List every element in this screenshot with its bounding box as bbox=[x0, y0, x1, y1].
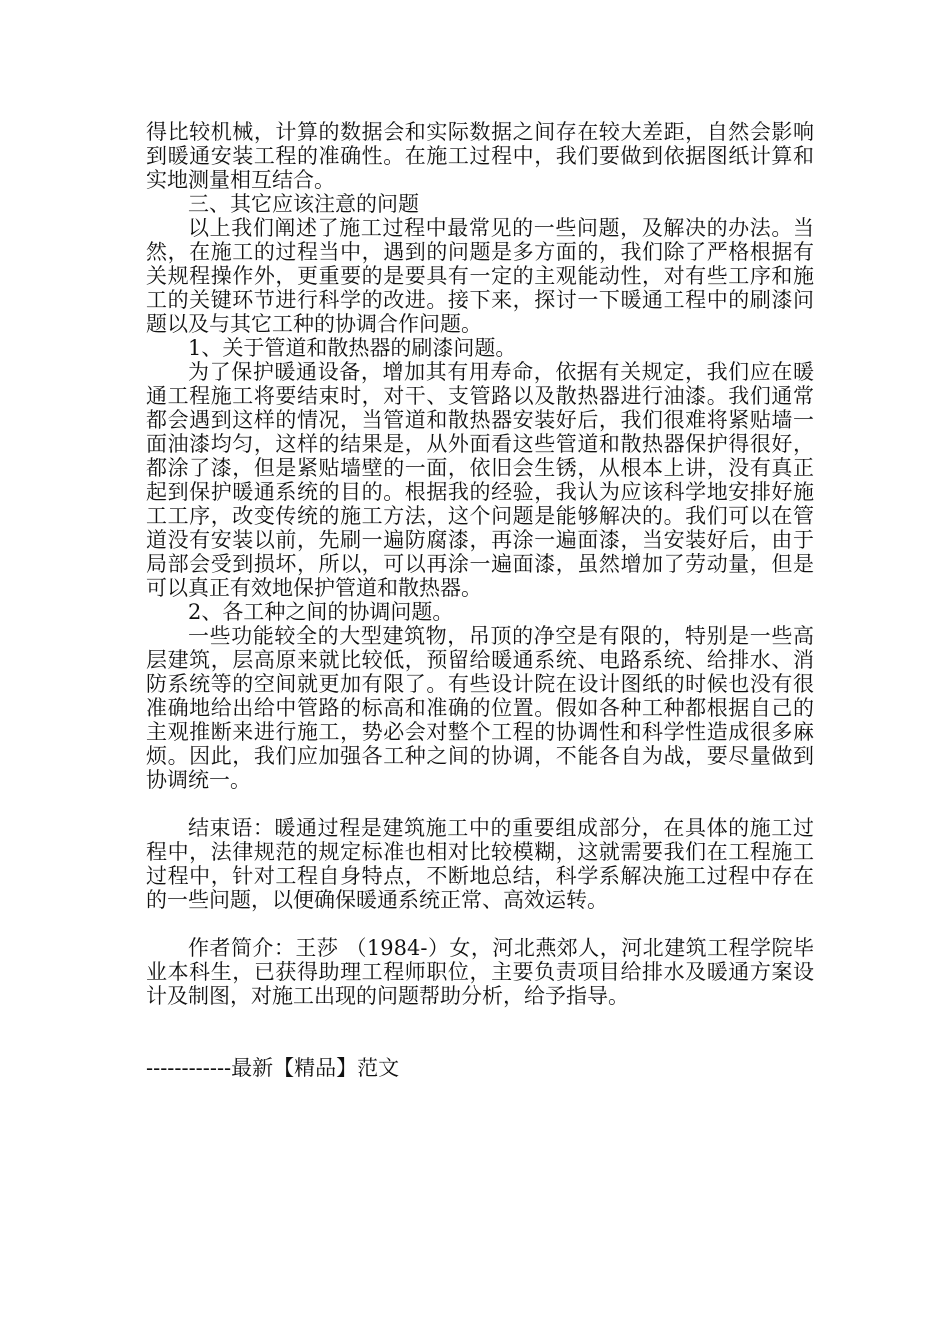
paragraph-painting: 为了保护暖通设备，增加其有用寿命，依据有关规定，我们应在暖通工程施工将要结束时，对干、支管路以及散热器进行油漆。我们通常都会遇到这样的情况，当管道和散热器安装好后，我们很难将紧贴墙一面油漆均匀，这样的结果是，从外面看这些管道和散热器保护得很好，都涂了漆，但是紧贴墙壁的一面，依旧会生锈，从根本上讲，没有真正起到保护暖通系统的目的。根据我的经验，我认为应该科学地安排好施工工序，改变传统的施工方法，这个问题是能够解决的。我们可以在管道没有安装以前，先刷一遍防腐漆，再涂一遍面漆，当安装好后，由于局部会受到损坏，所以，可以再涂一遍面漆，虽然增加了劳动量，但是可以真正有效地保护管道和散热器。 bbox=[146, 360, 814, 600]
spacer bbox=[146, 792, 814, 816]
section-heading-other-issues: 三、其它应该注意的问题 bbox=[188, 192, 419, 216]
subheading-coordination: 2、各工种之间的协调问题。 bbox=[188, 600, 454, 624]
paragraph-other-issues-intro: 以上我们阐述了施工过程中最常见的一些问题，及解决的办法。当然，在施工的过程当中，遇到的问题是多方面的，我们除了严格根据有关规程操作外，更重要的是要具有一定的主观能动性，对有些工序和施工的关键环节进行科学的改进。接下来，探讨一下暖通工程中的刷漆问题以及与其它工种的协调合作问题。 bbox=[146, 216, 814, 336]
document-page bbox=[146, 120, 814, 1080]
spacer bbox=[146, 1008, 814, 1032]
paragraph-coordination: 一些功能较全的大型建筑物，吊顶的净空是有限的，特别是一些高层建筑，层高原来就比较低，预留给暖通系统、电路系统、给排水、消防系统等的空间就更加有限了。有些设计院在设计图纸的时候也没有很准确地给出给中管路的标高和准确的位置。假如各种工种都根据自己的主观推断来进行施工，势必会对整个工程的协调性和科学性造成很多麻烦。因此，我们应加强各工种之间的协调，不能各自为战，要尽量做到协调统一。 bbox=[146, 624, 814, 792]
subheading-painting: 1、关于管道和散热器的刷漆问题。 bbox=[188, 336, 517, 360]
paragraph-continuation: 得比较机械，计算的数据会和实际数据之间存在较大差距，自然会影响到暖通安装工程的准确性。在施工过程中，我们要做到依据图纸计算和实地测量相互结合。 bbox=[146, 120, 814, 192]
paragraph-author-bio: 作者简介：王莎 （1984-）女，河北燕郊人，河北建筑工程学院毕业本科生，已获得助理工程师职位，主要负责项目给排水及暖通方案设计及制图，对施工出现的问题帮助分析，给予指导。 bbox=[146, 936, 814, 1008]
spacer bbox=[146, 912, 814, 936]
paragraph-conclusion: 结束语：暖通过程是建筑施工中的重要组成部分，在具体的施工过程中，法律规范的规定标准也相对比较模糊，这就需要我们在工程施工过程中，针对工程自身特点，不断地总结，科学系解决施工过程中存在的一些问题，以便确保暖通系统正常、高效运转。 bbox=[146, 816, 814, 912]
footer-tagline: ------------最新【精品】范文 bbox=[146, 1056, 400, 1080]
spacer bbox=[146, 1032, 814, 1056]
